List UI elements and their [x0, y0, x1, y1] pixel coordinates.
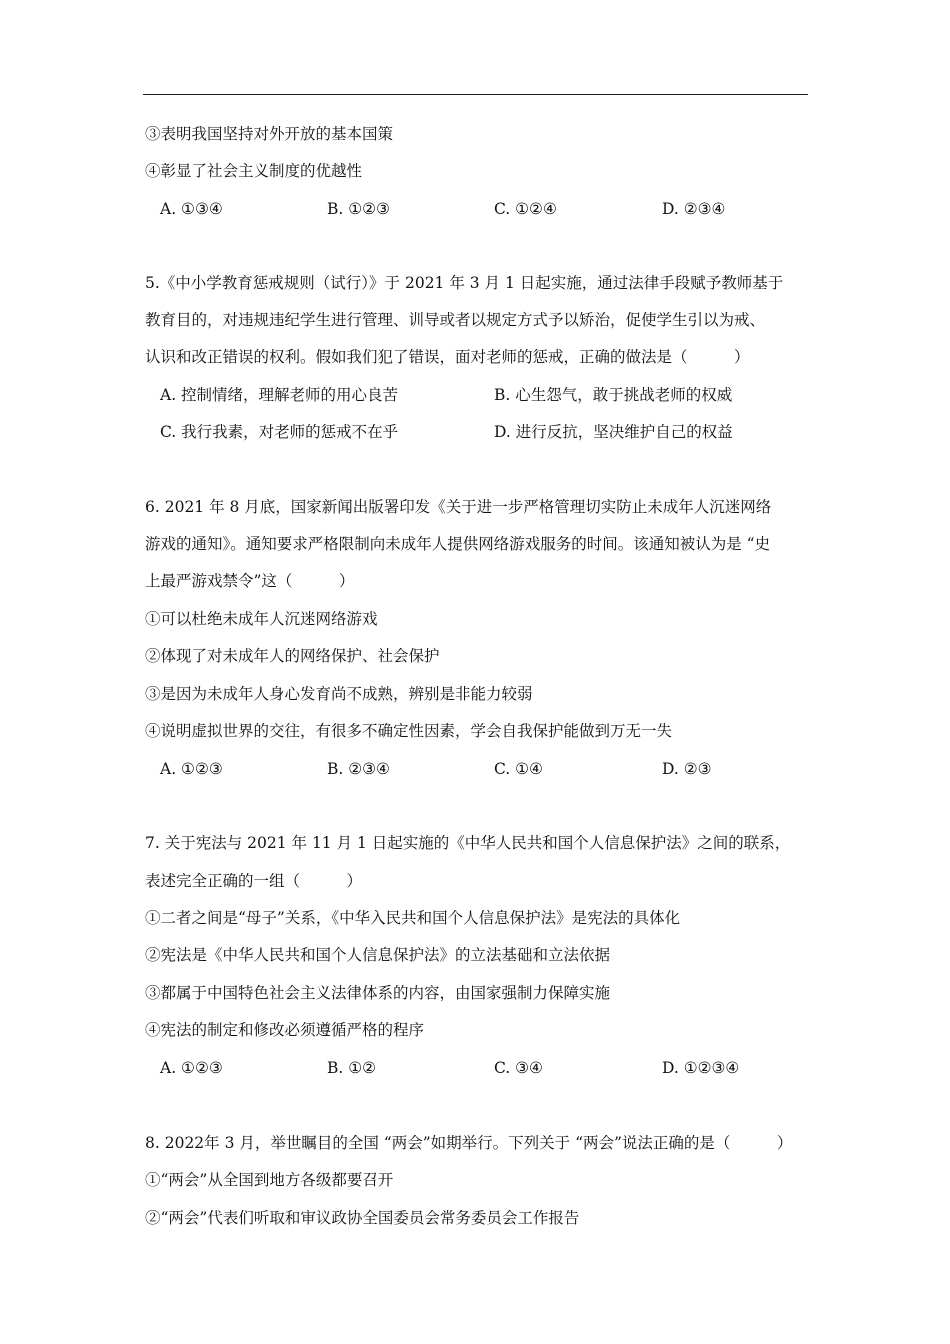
question-5-stem: 教育目的，对违规违纪学生进行管理、训导或者以规定方式予以矫治，促使学生引以为戒、: [145, 311, 766, 329]
question-5-stem: 5.《中小学教育惩戒规则（试行）》于 2021 年 3 月 1 日起实施，通过法律手段赋予教师基于: [145, 274, 784, 292]
option-a: A. ①②③: [160, 1059, 223, 1077]
option-b: B. ①②③: [327, 200, 390, 218]
question-5-stem: 认识和改正错误的权利。假如我们犯了错误，面对老师的惩戒，正确的做法是（ ）: [145, 348, 750, 366]
statement-line: ①二者之间是“母子”关系，《中华入民共和国个人信息保护法》是宪法的具体化: [145, 909, 681, 927]
option-a: A. ①②③: [160, 760, 223, 778]
statement-line: ①可以杜绝未成年人沉迷网络游戏: [145, 610, 378, 628]
statement-line: ③都属于中国特色社会主义法律体系的内容，由国家强制力保障实施: [145, 984, 611, 1002]
option-c: C. ①④: [494, 760, 543, 778]
option-d: D. 进行反抗，坚决维护自己的权益: [494, 423, 733, 441]
option-b: B. ②③④: [327, 760, 390, 778]
option-b: B. ①②: [327, 1059, 377, 1077]
question-8-stem: 8. 2022年 3 月，举世瞩目的全国 “两会”如期举行。下列关于 “两会”说法正确的是（ ）: [145, 1134, 793, 1152]
statement-line: ②宪法是《中华人民共和国个人信息保护法》的立法基础和立法依据: [145, 946, 611, 964]
question-6-stem: 上最严游戏禁令”这（ ）: [145, 572, 355, 590]
header-rule: [143, 94, 808, 95]
option-a: A. 控制情绪，理解老师的用心良苦: [160, 386, 399, 404]
option-c: C. 我行我素，对老师的惩戒不在乎: [160, 423, 399, 441]
option-c: C. ①②④: [494, 200, 557, 218]
statement-line: ③是因为未成年人身心发育尚不成熟，辨别是非能力较弱: [145, 685, 533, 703]
statement-line: ①“两会”从全国到地方各级都要召开: [145, 1171, 394, 1189]
option-d: D. ①②③④: [662, 1059, 740, 1077]
option-c: C. ③④: [494, 1059, 543, 1077]
statement-line: ②“两会”代表们听取和审议政协全国委员会常务委员会工作报告: [145, 1209, 580, 1227]
statement-line: ④宪法的制定和修改必须遵循严格的程序: [145, 1021, 425, 1039]
option-d: D. ②③④: [662, 200, 726, 218]
statement-line: ④彰显了社会主义制度的优越性: [145, 162, 363, 180]
option-d: D. ②③: [662, 760, 712, 778]
statement-line: ③表明我国坚持对外开放的基本国策: [145, 125, 394, 143]
question-6-stem: 6. 2021 年 8 月底，国家新闻出版署印发《关于进一步严格管理切实防止未成年人沉迷网络: [145, 498, 772, 516]
statement-line: ②体现了对未成年人的网络保护、社会保护: [145, 647, 440, 665]
option-a: A. ①③④: [160, 200, 223, 218]
option-b: B. 心生怨气，敢于挑战老师的权威: [494, 386, 733, 404]
statement-line: ④说明虚拟世界的交往，有很多不确定性因素，学会自我保护能做到万无一失: [145, 722, 673, 740]
question-6-stem: 游戏的通知》。通知要求严格限制向未成年人提供网络游戏服务的时间。该通知被认为是 “史: [145, 535, 771, 553]
question-7-stem: 表述完全正确的一组（ ）: [145, 872, 363, 890]
question-7-stem: 7. 关于宪法与 2021 年 11 月 1 日起实施的《中华人民共和国个人信息保护法》之间的联系，: [145, 834, 791, 852]
